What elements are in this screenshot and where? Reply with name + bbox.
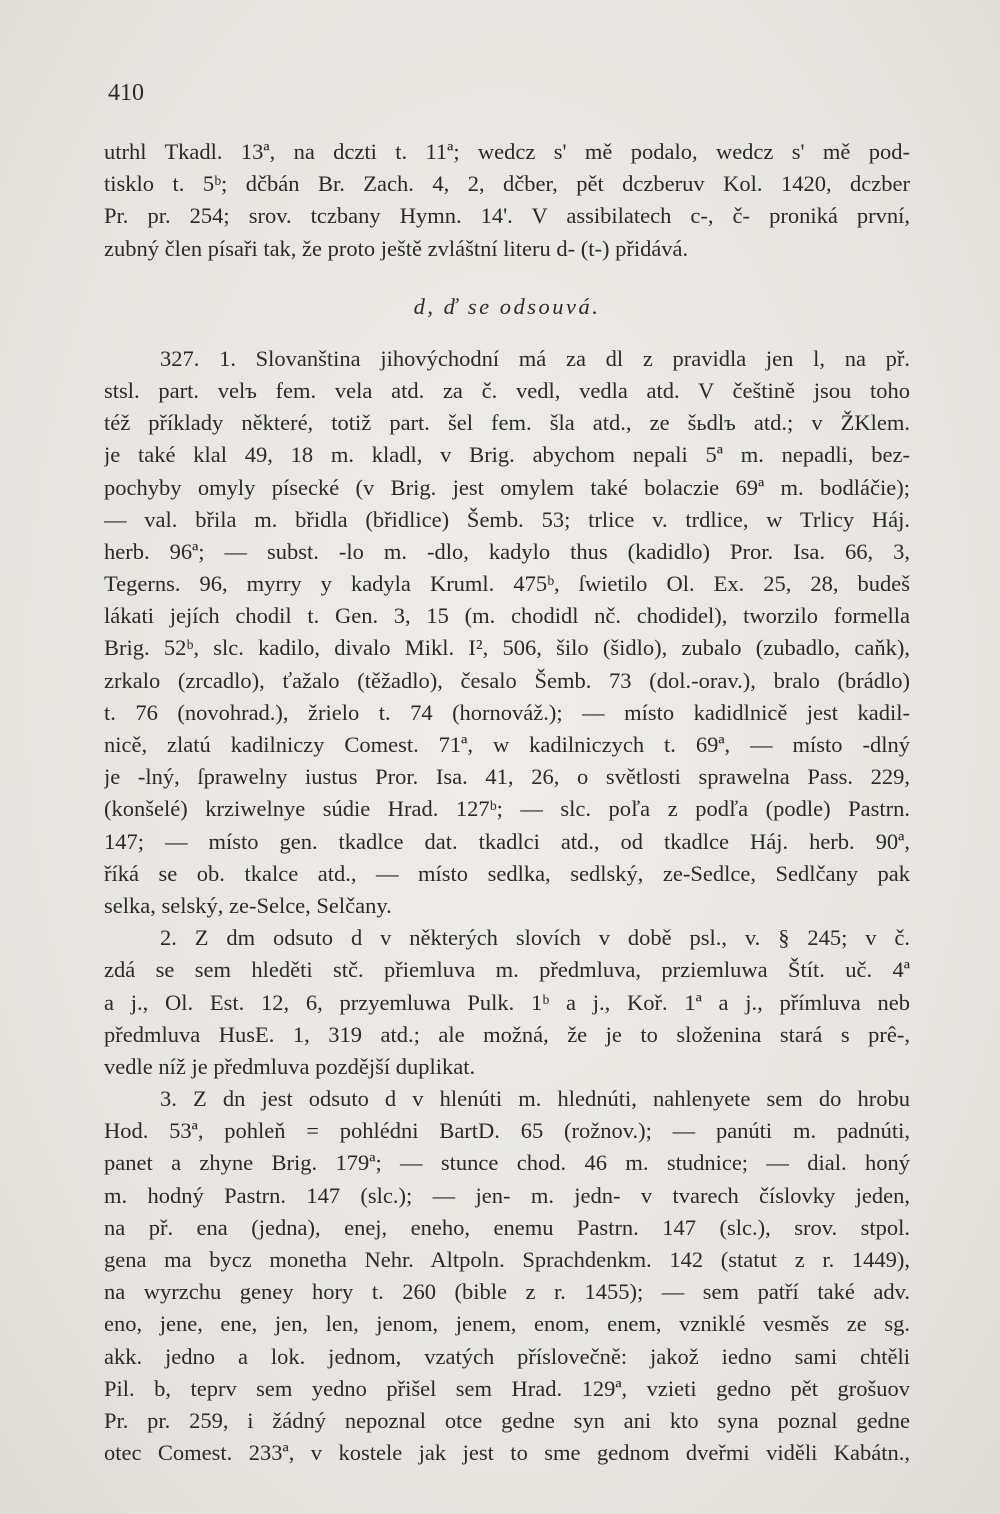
text-line: lákati jejích chodil t. Gen. 3, 15 (m. chodidl nč. chodidel), tworzilo formella xyxy=(104,603,910,629)
text-line: na př. ena (jedna), enej, eneho, enemu Pastrn. 147 (slc.), srov. stpol. xyxy=(104,1214,910,1240)
text-line: vedle níž je předmluva pozdější duplikat. xyxy=(104,1053,476,1079)
text-line: Pr. pr. 254; srov. tczbany Hymn. 14'. V assibilatech c-, č- proniká první, xyxy=(104,203,910,229)
text-line: otec Comest. 233ª, v kostele jak jest to sme gednom dveřmi viděli Kabátn., xyxy=(104,1440,910,1466)
text-line: — val. břila m. břidla (břidlice) Šemb. 53; trlice v. trdlice, w Trlicy Háj. xyxy=(104,506,910,532)
text-line: m. hodný Pastrn. 147 (slc.); — jen- m. jedn- v tvarech číslovky jeden, xyxy=(104,1182,910,1208)
main-text xyxy=(104,136,910,1469)
text-line: Tegerns. 96, myrry y kadyla Kruml. 475ᵇ, ſwietilo Ol. Ex. 25, 28, budeš xyxy=(104,571,910,597)
text-line: t. 76 (novohrad.), žrielo t. 74 (hornováž.); — místo kadidlnicě jest kadil- xyxy=(104,699,910,725)
text-line: akk. jedno a lok. jednom, vzatých příslovečně: jakož iedno sami chtěli xyxy=(104,1343,910,1369)
text-line: (konšelé) krziwelnye súdie Hrad. 127ᵇ; — slc. poľa z podľa (podle) Pastrn. xyxy=(104,796,910,822)
text-line: tisklo t. 5ᵇ; dčbán Br. Zach. 4, 2, dčber, pět dczberuv Kol. 1420, dczber xyxy=(104,171,910,197)
text-line: 147; — místo gen. tkadlce dat. tkadlci atd., od tkadlce Háj. herb. 90ª, xyxy=(104,828,910,854)
text-line: Brig. 52ᵇ, slc. kadilo, divalo Mikl. I², 506, šilo (šidlo), zubalo (zubadlo, caňk), xyxy=(104,635,910,661)
text-line: zrkalo (zrcadlo), ťažalo (těžadlo), česalo Šemb. 73 (dol.-orav.), bralo (brádlo) xyxy=(104,667,910,693)
text-line: utrhl Tkadl. 13ª, na dczti t. 11ª; wedcz s' mě podalo, wedcz s' mě pod- xyxy=(104,139,910,164)
text-line: je -lný, ſprawelny iustus Pror. Isa. 41, 26, o světlosti sprawelna Pass. 229, xyxy=(104,764,910,790)
text-line: selka, selský, ze-Selce, Selčany. xyxy=(104,892,392,918)
text-line: je také klal 49, 18 m. kladl, v Brig. abychom nepali 5ª m. nepadli, bez- xyxy=(104,442,910,468)
text-line: Pr. pr. 259, i žádný nepoznal otce gedne syn ani kto syna poznal gedne xyxy=(104,1407,910,1433)
text-line: 3. Z dn jest odsuto d v hlenúti m. hlednúti, nahlenyete sem do hrobu xyxy=(160,1086,910,1112)
text-line: Pil. b, teprv sem yedno přišel sem Hrad. 129ª, vzieti gedno pět grošuov xyxy=(104,1375,910,1401)
text-line: na wyrzchu geney hory t. 260 (bible z r. 1455); — sem patří také adv. xyxy=(104,1279,910,1305)
paragraph-327-1 xyxy=(104,343,910,922)
text-line: předmluva HusE. 1, 319 atd.; ale možná, že je to složenina stará s prê-, xyxy=(104,1021,910,1047)
text-line: zubný člen písaři tak, že proto ještě zvláštní literu d- (t-) přidává. xyxy=(104,235,689,261)
text-line: též příklady některé, totiž part. šel fem. šla atd., ze šьdlъ atd.; v ŽKlem. xyxy=(104,410,910,436)
paragraph-2 xyxy=(104,922,910,1083)
text-line: Hod. 53ª, pohleň = pohlédni BartD. 65 (rožnov.); — panúti m. padnúti, xyxy=(104,1118,910,1144)
text-line: eno, jene, ene, jen, len, jenom, jenem, enom, enem, vzniklé vesměs ze sg. xyxy=(104,1311,910,1337)
text-line: zdá se sem hleděti stč. přiemluva m. předmluva, prziemluwa Štít. uč. 4ª xyxy=(104,957,910,983)
section-heading: d, ď se odsouvá. xyxy=(413,293,601,319)
paragraph-continuation xyxy=(104,136,910,265)
text-line: stsl. part. velъ fem. vela atd. za č. vedl, vedla atd. V češtině jsou toho xyxy=(104,377,910,403)
text-line: a j., Ol. Est. 12, 6, przyemluwa Pulk. 1ᵇ a j., Koř. 1ª a j., přímluva neb xyxy=(104,989,910,1015)
text-line: nicě, zlatú kadilniczy Comest. 71ª, w kadilniczych t. 69ª, — místo -dlný xyxy=(104,732,910,757)
text-line: gena ma bycz monetha Nehr. Altpoln. Sprachdenkm. 142 (statut z r. 1449), xyxy=(104,1247,910,1272)
page-number: 410 xyxy=(108,80,144,106)
text-line: panet a zhyne Brig. 179ª; — stunce chod. 46 m. studnice; — dial. honý xyxy=(104,1150,910,1176)
text-line: říká se ob. tkalce atd., — místo sedlka, sedlský, ze-Sedlce, Sedlčany pak xyxy=(104,860,910,886)
text-line: 327. 1. Slovanština jihovýchodní má za dl z pravidla jen l, na př. xyxy=(160,345,910,371)
text-line: pochyby omyly písecké (v Brig. jest omylem také bolaczie 69ª m. bodláčie); xyxy=(104,474,910,500)
text-line: 2. Z dm odsuto d v některých slovích v době psl., v. § 245; v č. xyxy=(160,925,910,951)
text-line: herb. 96ª; — subst. -lo m. -dlo, kadylo thus (kadidlo) Pror. Isa. 66, 3, xyxy=(104,538,910,564)
paragraph-3 xyxy=(104,1083,910,1469)
